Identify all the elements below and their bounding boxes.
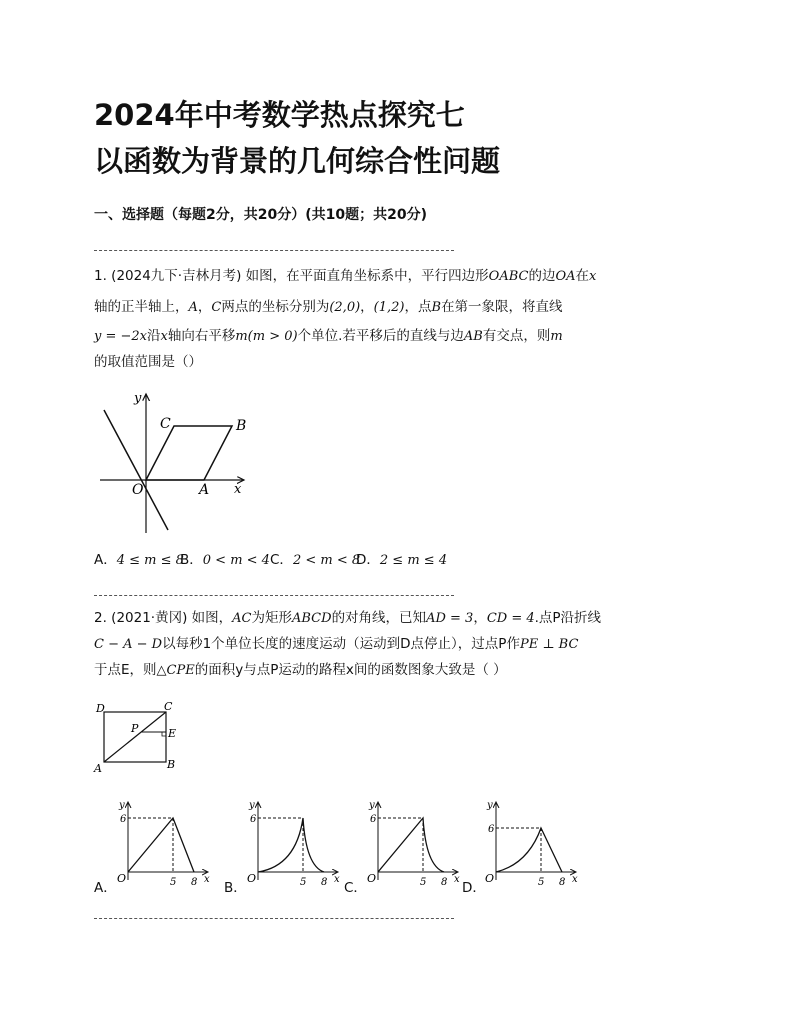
- label-c: C: [164, 700, 173, 713]
- q1-line-4: 的取值范围是（）: [94, 354, 202, 370]
- label-e: E: [168, 727, 177, 740]
- q2-line-2: C − A − D以每秒1个单位长度的速度运动（运动到D点停止），过点P作PE ⊥ BC: [94, 636, 579, 652]
- q2-option-c[interactable]: C．: [344, 880, 367, 896]
- graph-c: [358, 796, 468, 888]
- graph-a: [108, 796, 218, 888]
- q1-figure: [94, 388, 264, 538]
- graph-d: [476, 796, 586, 888]
- q2-line-1: 2. (2021·黄冈) 如图，AC为矩形ABCD的对角线，已知AD = 3，CD = 4.点P沿折线: [94, 610, 602, 626]
- label-p: P: [131, 722, 139, 735]
- label-d: D: [96, 702, 105, 715]
- separator: [94, 250, 454, 251]
- q1-option-b[interactable]: B．0 < m < 4: [180, 552, 270, 568]
- graph-b: [238, 796, 348, 888]
- title-line-1: 2024年中考数学热点探究七: [94, 98, 465, 132]
- q1-option-d[interactable]: D．2 ≤ m ≤ 4: [356, 552, 448, 568]
- svg-text:y: y: [249, 800, 255, 811]
- curve-b: [258, 818, 324, 872]
- svg-text:x: x: [334, 874, 340, 885]
- svg-text:8: 8: [321, 877, 328, 888]
- svg-text:x: x: [572, 874, 578, 885]
- svg-text:5: 5: [538, 877, 545, 888]
- q2-option-a[interactable]: A．: [94, 880, 117, 896]
- svg-text:x: x: [454, 874, 460, 885]
- label-a: A: [94, 762, 102, 775]
- label-x: x: [234, 482, 242, 497]
- label-b: B: [167, 758, 176, 771]
- title-line-2: 以函数为背景的几何综合性问题: [94, 144, 501, 178]
- line-y-neg2x: [104, 410, 168, 530]
- label-b: B: [236, 418, 247, 434]
- svg-text:y: y: [119, 800, 125, 811]
- q1-line-1: 1. (2024九下·吉林月考) 如图，在平面直角坐标系中，平行四边形OABC的边OA在x: [94, 268, 597, 284]
- svg-text:8: 8: [441, 877, 448, 888]
- q2-rectangle-figure: [92, 698, 192, 778]
- separator: [94, 595, 454, 596]
- right-angle-mark: [162, 732, 166, 736]
- svg-text:y: y: [369, 800, 375, 811]
- label-a: A: [199, 482, 210, 498]
- q2-option-d[interactable]: D．: [462, 880, 486, 896]
- svg-text:6: 6: [488, 824, 495, 835]
- svg-text:6: 6: [370, 814, 377, 825]
- q1-line-3: y = −2x沿x轴向右平移m(m > 0)个单位.若平移后的直线与边AB有交点，则m: [94, 328, 563, 344]
- svg-text:O: O: [485, 872, 495, 885]
- curve-d: [496, 828, 562, 872]
- svg-text:5: 5: [170, 877, 177, 888]
- q1-option-c[interactable]: C．2 < m < 8: [270, 552, 361, 568]
- svg-text:O: O: [117, 872, 127, 885]
- label-o: O: [132, 482, 144, 498]
- svg-text:8: 8: [559, 877, 566, 888]
- parallelogram-oabc: [146, 426, 232, 480]
- diagonal-ac: [104, 712, 166, 762]
- q1-option-a[interactable]: A．4 ≤ m ≤ 8: [94, 552, 184, 568]
- q1-line-2: 轴的正半轴上，A，C两点的坐标分别为(2,0)，(1,2)，点B在第一象限，将直线: [94, 299, 563, 315]
- separator: [94, 918, 454, 919]
- label-c: C: [160, 416, 171, 432]
- section-heading: 一、选择题（每题2分，共20分）(共10题；共20分): [94, 207, 427, 223]
- svg-text:6: 6: [120, 814, 127, 825]
- svg-text:y: y: [487, 800, 493, 811]
- svg-text:6: 6: [250, 814, 257, 825]
- curve-c: [378, 818, 444, 872]
- curve-a: [128, 818, 194, 872]
- svg-text:O: O: [367, 872, 377, 885]
- svg-text:5: 5: [420, 877, 427, 888]
- q2-line-3: 于点E，则△CPE的面积y与点P运动的路程x间的函数图象大致是（ ）: [94, 662, 507, 678]
- svg-text:5: 5: [300, 877, 307, 888]
- svg-text:8: 8: [191, 877, 198, 888]
- svg-text:O: O: [247, 872, 257, 885]
- svg-text:x: x: [204, 874, 210, 885]
- label-y: y: [134, 391, 142, 406]
- q2-option-b[interactable]: B．: [224, 880, 247, 896]
